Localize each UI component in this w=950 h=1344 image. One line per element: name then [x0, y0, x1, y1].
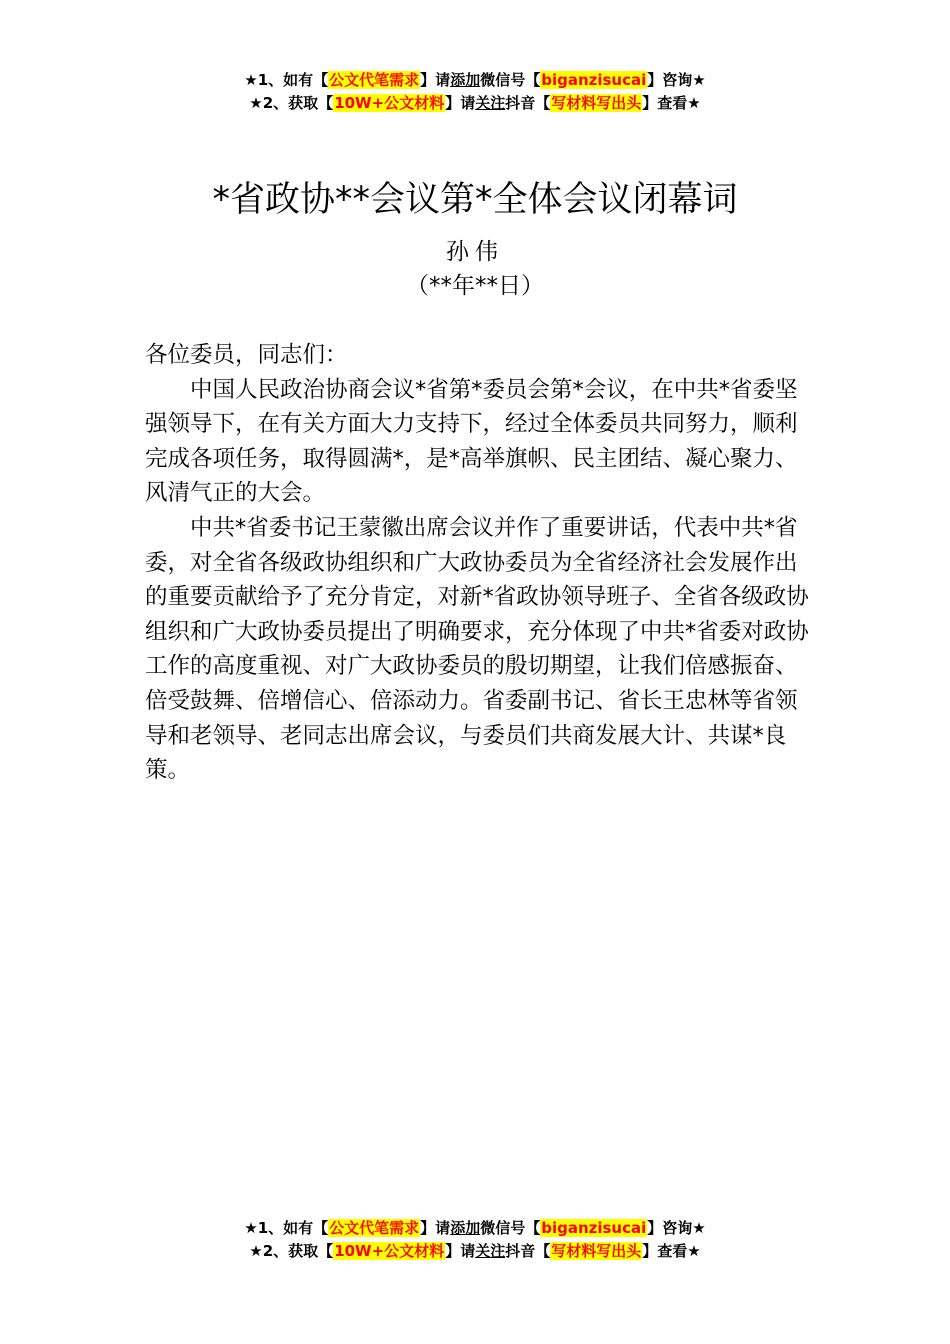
banner-text: 】查看★ [642, 94, 701, 112]
salutation: 各位委员，同志们： [145, 342, 348, 368]
banner-text: 微信号【 [480, 71, 541, 89]
banner-text: 抖音【 [505, 94, 551, 112]
banner-emphasis: 关注 [475, 94, 506, 112]
banner-highlight: 10W+公文材料 [334, 1242, 445, 1260]
banner-line-2 [0, 92, 950, 115]
banner-text: ★1、如有【 [244, 1219, 329, 1237]
banner-highlight: 写材料写出头 [551, 1242, 642, 1260]
banner-text: ★2、获取【 [249, 94, 334, 112]
body-paragraph: 中共*省委书记王蒙徽出席会议并作了重要讲话，代表中共*省委，对全省各级政协组织和广大政协委员为全省经济社会发展作出的重要贡献给予了充分肯定，对新*省政协领导班子、全省各级政协组织和广大政协委员提出了明确要求，充分体现了中共*省委对政协工作的高度重视、对广大政协委员的殷切期望，让我们倍感振奋、倍受鼓舞、倍增信心、倍添动力。省委副书记、省长王忠林等省领导和老领导、老同志出席会议，与委员们共商发展大计、共谋*良策。 [145, 514, 809, 784]
document-body [145, 338, 817, 788]
banner-highlight: 公文代笔需求 [329, 71, 420, 89]
banner-emphasis: 关注 [475, 1242, 506, 1260]
footer-banner [0, 1217, 950, 1263]
banner-line-2 [0, 1240, 950, 1263]
banner-text: 】查看★ [642, 1242, 701, 1260]
banner-highlight: 公文代笔需求 [329, 1219, 420, 1237]
banner-line-1 [0, 69, 950, 92]
banner-emphasis: 添加 [450, 71, 481, 89]
header-banner [0, 69, 950, 115]
document-date: （**年**日） [406, 273, 544, 299]
banner-text: 】咨询★ [647, 1219, 706, 1237]
banner-text: 微信号【 [480, 1219, 541, 1237]
banner-line-1 [0, 1217, 950, 1240]
banner-highlight: 写材料写出头 [551, 94, 642, 112]
body-paragraph: 中国人民政治协商会议*省第*委员会第*会议，在中共*省委坚强领导下，在有关方面大力支持下，经过全体委员共同努力，顺利完成各项任务，取得圆满*，是*高举旗帜、民主团结、凝心聚力、风清气正的大会。 [145, 376, 798, 507]
banner-highlight: biganzisucai [541, 1219, 647, 1237]
banner-text: 抖音【 [505, 1242, 551, 1260]
banner-text: 】请 [445, 1242, 476, 1260]
banner-highlight: biganzisucai [541, 71, 647, 89]
banner-text: ★2、获取【 [249, 1242, 334, 1260]
banner-emphasis: 添加 [450, 1219, 481, 1237]
banner-highlight: 10W+公文材料 [334, 94, 445, 112]
banner-text: 】请 [420, 1219, 451, 1237]
document-title: *省政协**会议第*全体会议闭幕词 [212, 180, 738, 220]
banner-text: ★1、如有【 [244, 71, 329, 89]
banner-text: 】请 [445, 94, 476, 112]
banner-text: 】请 [420, 71, 451, 89]
document-author: 孙伟 [446, 239, 504, 265]
banner-text: 】咨询★ [647, 71, 706, 89]
